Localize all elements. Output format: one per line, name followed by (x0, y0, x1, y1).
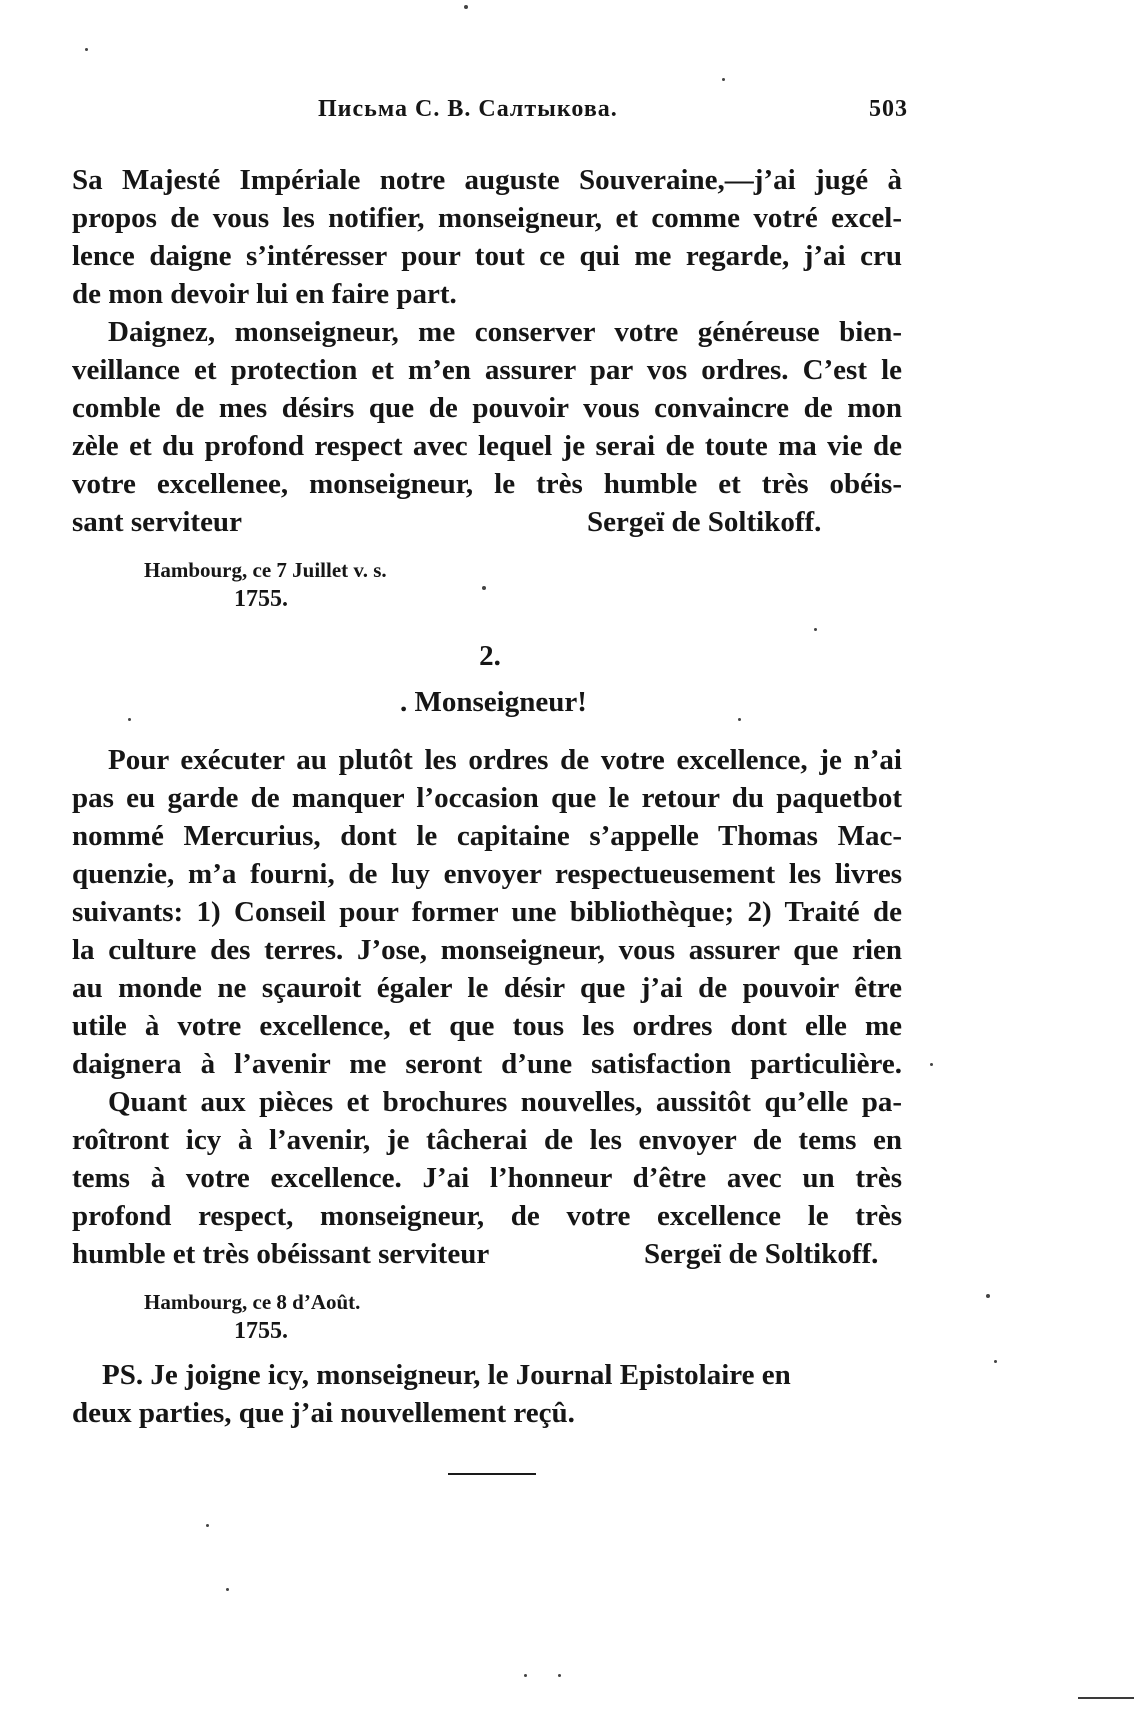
text-line: pas eu garde de manquer l’occasion que le retour du paquetbot (72, 782, 902, 814)
closing-text: sant serviteur (72, 506, 242, 538)
text-line: au monde ne sçauroit égaler le désir que j’ai de pouvoir être (72, 972, 902, 1004)
dateline-year: 1755. (234, 1318, 288, 1344)
scan-speck (524, 1674, 527, 1677)
scan-speck (482, 586, 486, 590)
text-line: propos de vous les notifier, monseigneur, et comme votré excel- (72, 202, 902, 234)
scan-speck (85, 48, 88, 51)
text-line: utile à votre excellence, et que tous les ordres dont elle me (72, 1010, 902, 1042)
text-line: veillance et protection et m’en assurer par vos ordres. C’est le (72, 354, 902, 386)
text-line: Sa Majesté Impériale notre auguste Souveraine,—j’ai jugé à (72, 164, 902, 196)
scan-speck (558, 1674, 561, 1677)
running-head-title: Письма С. В. Салтыкова. (318, 96, 618, 122)
text-line: daignera à l’avenir me seront d’une satisfaction particulière. (72, 1048, 902, 1080)
text-line: la culture des terres. J’ose, monseigneur, vous assurer que rien (72, 934, 902, 966)
signature: Sergeï de Soltikoff. (644, 1238, 879, 1270)
letter-number: 2. (479, 640, 501, 672)
text-line: quenzie, m’a fourni, de luy envoyer respectueusement les livres (72, 858, 902, 890)
scan-speck (722, 78, 725, 81)
postscript-line: deux parties, que j’ai nouvellement reçû. (72, 1397, 575, 1429)
signature: Sergeï de Soltikoff. (587, 506, 822, 538)
text-line: profond respect, monseigneur, de votre excellence le très (72, 1200, 902, 1232)
text-line: Daignez, monseigneur, me conserver votre généreuse bien- (108, 316, 902, 348)
closing-line (72, 1237, 902, 1273)
running-head (318, 96, 908, 136)
scan-speck (930, 1063, 933, 1066)
dateline-year: 1755. (234, 586, 288, 612)
text-line: votre excellenee, monseigneur, le très humble et très obéis- (72, 468, 902, 500)
dateline: Hambourg, ce 8 d’Août. (144, 1290, 361, 1314)
scan-speck (464, 5, 468, 9)
text-line: zèle et du profond respect avec lequel je serai de toute ma vie de (72, 430, 902, 462)
page-number: 503 (869, 96, 908, 122)
closing-line (72, 505, 902, 541)
text-line: lence daigne s’intéresser pour tout ce qui me regarde, j’ai cru (72, 240, 902, 272)
text-line: roîtront icy à l’avenir, je tâcherai de les envoyer de tems en (72, 1124, 902, 1156)
text-line: comble de mes désirs que de pouvoir vous convaincre de mon (72, 392, 902, 424)
scan-speck (128, 718, 131, 721)
text-line: nommé Mercurius, dont le capitaine s’appelle Thomas Mac- (72, 820, 902, 852)
scan-speck (814, 628, 817, 631)
scan-speck (986, 1294, 990, 1298)
text-line: tems à votre excellence. J’ai l’honneur d’être avec un très (72, 1162, 902, 1194)
scan-speck (994, 1360, 997, 1363)
closing-rule (448, 1473, 536, 1475)
closing-text: humble et très obéissant serviteur (72, 1238, 490, 1270)
margin-rule (1078, 1697, 1134, 1699)
salutation: . Monseigneur! (400, 686, 587, 718)
text-line: de mon devoir lui en faire part. (72, 278, 457, 310)
text-line: Pour exécuter au plutôt les ordres de votre excellence, je n’ai (108, 744, 902, 776)
text-line: suivants: 1) Conseil pour former une bibliothèque; 2) Traité de (72, 896, 902, 928)
postscript-line: PS. Je joigne icy, monseigneur, le Journal Epistolaire en (102, 1359, 791, 1391)
text-line: Quant aux pièces et brochures nouvelles, aussitôt qu’elle pa- (108, 1086, 902, 1118)
scan-speck (206, 1524, 209, 1527)
scan-speck (226, 1588, 229, 1591)
dateline: Hambourg, ce 7 Juillet v. s. (144, 558, 387, 582)
scan-speck (738, 718, 741, 721)
